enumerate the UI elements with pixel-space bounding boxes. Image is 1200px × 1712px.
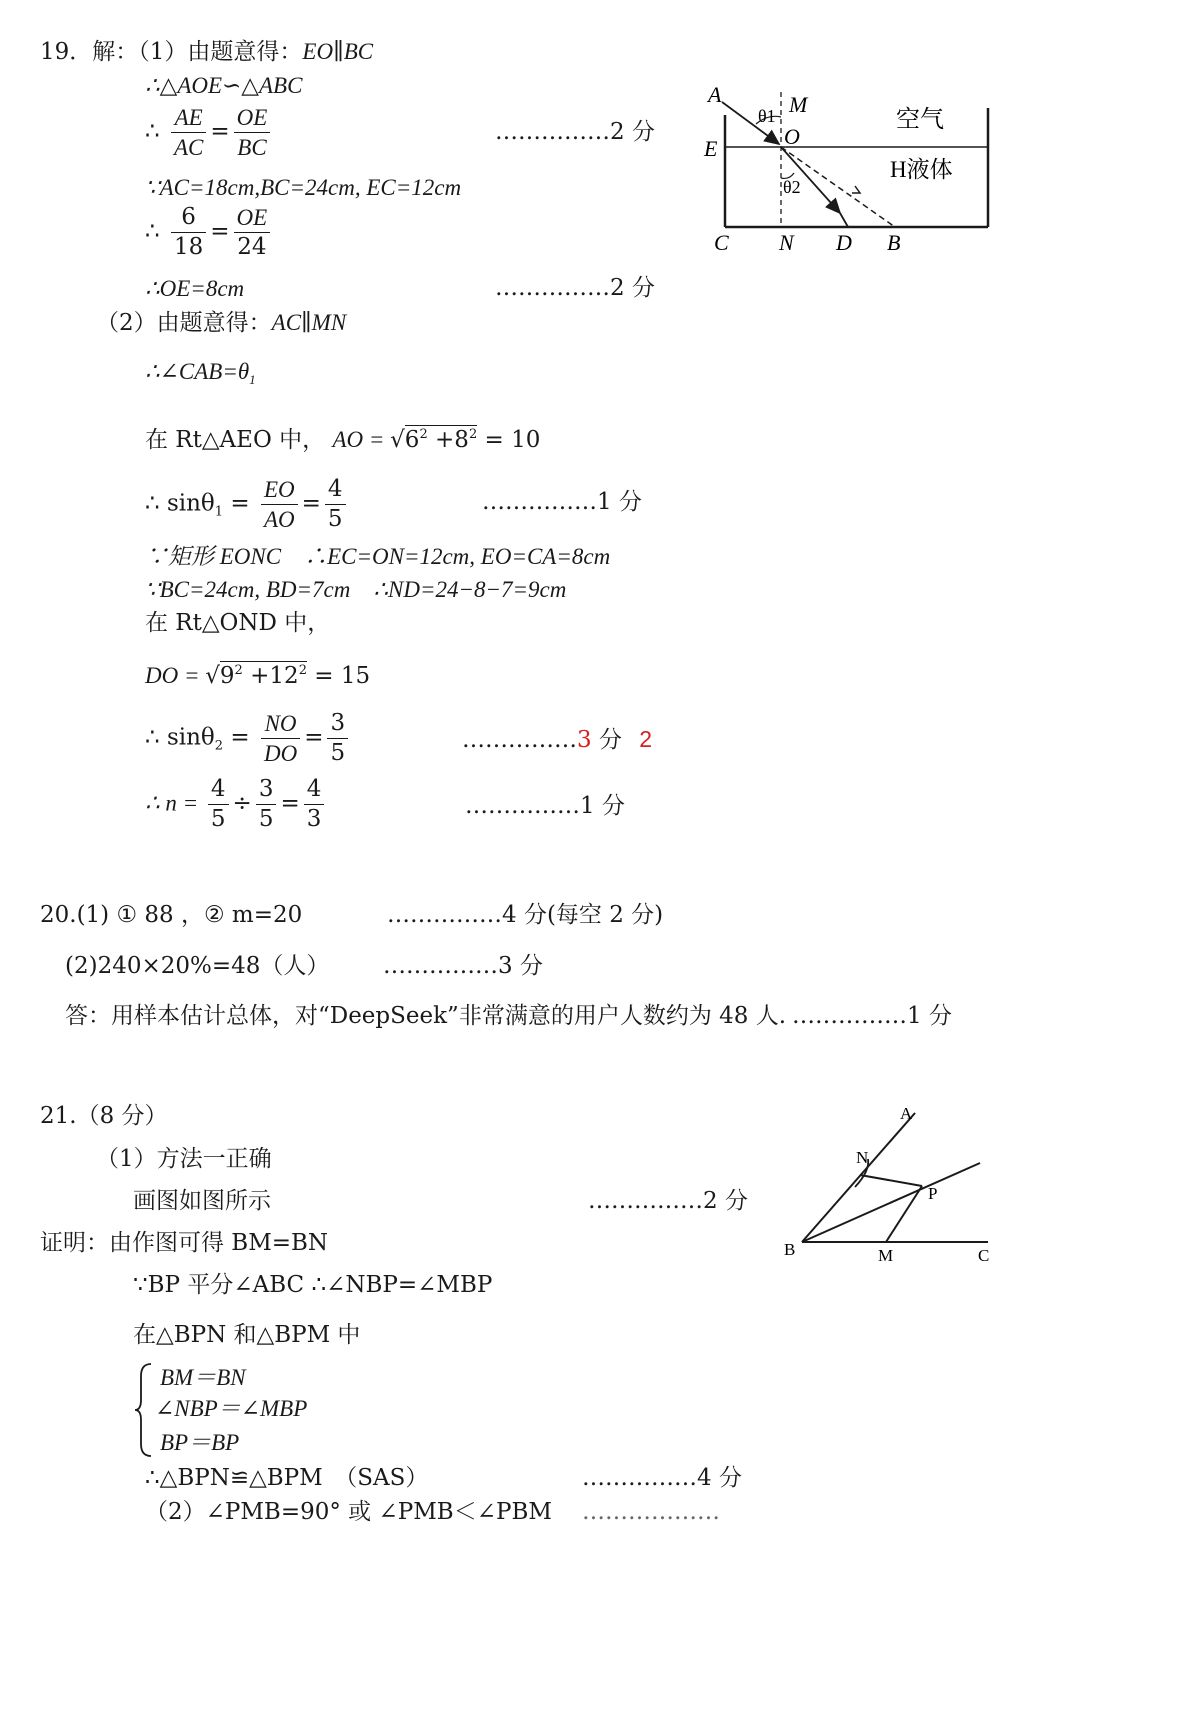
q21-draw-note: 画图如图所示: [133, 1188, 271, 1214]
context-text: 在 Rt△AEO 中，: [145, 427, 326, 453]
q21-bisector-figure: [770, 1095, 1000, 1275]
q20-score-1: ……………4 分(每空 2 分): [387, 902, 664, 928]
q21-score-3: ………………: [582, 1499, 720, 1525]
fraction-no-do: [261, 712, 300, 765]
q19-given-line: ∵AC=18cm,BC=24cm, EC=12cm: [145, 175, 462, 200]
q19-score-1: ……………2 分: [495, 119, 655, 145]
segment-pm: [886, 1186, 922, 1242]
denominator: 5: [258, 806, 274, 832]
label-n: N: [856, 1148, 869, 1167]
q21-part2: （2）∠PMB=90° 或 ∠PMB＜∠PBM: [145, 1499, 552, 1525]
denominator: DO: [263, 741, 298, 766]
q19-do-line: DO = $√9^2 +12^2 = 15$: [145, 663, 371, 689]
q19-substitute-line: [145, 206, 274, 259]
fraction-4-5: [208, 778, 229, 831]
q19-part2-header: [96, 311, 346, 335]
fraction-6-18: [171, 206, 206, 259]
dashed-arrow-head: [852, 186, 860, 193]
q21-system-brace: [133, 1362, 155, 1458]
n-label: ∴ n =: [145, 790, 204, 816]
equals-sign: =: [223, 724, 257, 751]
numerator: 4: [304, 778, 325, 805]
result: = 15: [306, 663, 371, 689]
radicand: [405, 425, 477, 453]
denominator: 5: [210, 806, 226, 832]
q19-header: [40, 40, 373, 64]
equals-sign: =: [223, 490, 257, 517]
term: +12: [242, 663, 299, 689]
numerator: OE: [234, 206, 271, 233]
fraction-4-5: [325, 478, 346, 531]
q19-score-2: ……………2 分: [495, 275, 655, 301]
fraction-oe-bc: [234, 106, 271, 159]
label-b: B: [887, 230, 901, 255]
q21-triangles-line: 在△BPN 和△BPM 中: [133, 1322, 361, 1348]
exponent: 2: [234, 663, 243, 678]
fraction-oe-24: [234, 206, 271, 259]
q21-score-1: ……………2 分: [588, 1188, 748, 1214]
part2-expr: AC∥MN: [271, 310, 347, 335]
q20-part2: (2)240×20%=48（人）: [65, 953, 330, 979]
numerator: 6: [171, 206, 206, 233]
divide-sign: ÷: [232, 790, 252, 817]
q21-system-eq3: BP＝BP: [160, 1430, 240, 1455]
numerator: AE: [171, 106, 206, 133]
q21-part1: （1）方法一正确: [96, 1146, 272, 1172]
numerator: 3: [256, 778, 277, 805]
q20-answer: 答：用样本估计总体，对“DeepSeek”非常满意的用户人数约为 48 人.: [65, 1003, 787, 1029]
label-e: E: [704, 136, 718, 161]
q21-conclusion: ∴△BPN≌△BPM （SAS）: [145, 1465, 429, 1491]
bisector-bp: [802, 1163, 980, 1242]
fraction-4-3: [304, 778, 325, 831]
q21-score-2: ……………4 分: [582, 1465, 742, 1491]
exponent: 2: [468, 427, 478, 442]
denominator: 3: [306, 806, 322, 832]
subscript: 1: [249, 372, 256, 387]
numerator: EO: [261, 478, 298, 505]
fraction-3-5: [256, 778, 277, 831]
label-liquid: H液体: [890, 157, 953, 182]
term: +8: [427, 427, 469, 453]
subscript: 1: [214, 504, 224, 520]
label-c: C: [714, 230, 729, 255]
equals-sign: =: [210, 118, 230, 145]
denominator: AC: [173, 135, 204, 160]
q21-header: 21.（8 分）: [40, 1103, 168, 1129]
q21-system-eq1: BM＝BN: [160, 1365, 246, 1390]
q19-similar-line: ∴△AOE∽△ABC: [145, 73, 303, 98]
denominator: 18: [173, 234, 204, 260]
fraction-3-5: [327, 712, 348, 765]
q19-ao-line: 在 Rt△AEO 中， AO = $√6^2 +8^2 = 10$: [145, 427, 541, 453]
corrected-score-mark: 3: [577, 727, 592, 753]
denominator: 5: [327, 506, 343, 532]
numerator: 3: [327, 712, 348, 739]
label-m: M: [878, 1246, 894, 1265]
term: 9: [219, 663, 235, 689]
q19-sin1-line: ∴ sinθ$_1$ = $\frac{EO}{AO}$ = $\frac{4}{5}$: [145, 478, 350, 531]
therefore-symbol: ∴: [145, 218, 160, 245]
q19-score-4: [462, 728, 652, 752]
sin-label: ∴ sinθ: [145, 490, 215, 517]
q19-number: 19．解：（1）由题意得：: [40, 39, 303, 65]
numerator: 4: [208, 778, 229, 805]
angle-expr: ∴∠CAB=θ: [145, 359, 250, 384]
term: 6: [404, 427, 420, 453]
label-m: M: [789, 92, 808, 117]
q21-bisector-line: ∵BP 平分∠ABC ∴∠NBP=∠MBP: [133, 1272, 493, 1298]
label-d: D: [836, 230, 852, 255]
numerator: OE: [234, 106, 271, 133]
label-p: P: [928, 1184, 938, 1203]
q20-score-3: ……………1 分: [792, 1003, 952, 1029]
q19-ond-line: 在 Rt△OND 中，: [145, 610, 331, 636]
q21-system-eq2: ∠NBP＝∠MBP: [155, 1396, 308, 1421]
segment-np: [860, 1175, 922, 1186]
radicand: [220, 661, 307, 689]
q19-oe-result: ∴OE=8cm: [145, 276, 245, 301]
label-o: O: [784, 124, 800, 149]
q19-rectangle-line: ∵矩形 EONC ∴EC=ON=12cm, EO=CA=8cm: [145, 544, 611, 569]
equals-sign: =: [280, 790, 300, 817]
q19-n-line: [145, 778, 328, 831]
fraction-ae-ac: [171, 106, 206, 159]
result: = 10: [477, 427, 541, 453]
exponent: 2: [298, 663, 307, 678]
q19-angle-line: [145, 360, 256, 386]
q19-nd-line: ∵BC=24cm, BD=7cm ∴ND=24−8−7=9cm: [145, 577, 567, 602]
q19-header-expr: EO∥BC: [302, 39, 374, 64]
part2-label: （2）由题意得：: [96, 310, 272, 336]
subscript: 2: [214, 738, 224, 754]
q19-ratio-line: [145, 106, 274, 159]
q19-score-3: ……………1 分: [482, 489, 642, 515]
sin-label: ∴ sinθ: [145, 724, 215, 751]
exponent: 2: [419, 427, 428, 442]
numerator: NO: [261, 712, 300, 739]
q20-part1: 20.(1) ① 88 ，② m=20: [40, 902, 303, 928]
label-air: 空气: [896, 107, 944, 133]
label-b: B: [784, 1240, 796, 1259]
q21-proof-line: 证明：由作图可得 BM=BN: [40, 1230, 329, 1256]
ao-label: AO =: [332, 427, 391, 452]
do-label: DO =: [145, 663, 206, 688]
q19-sin2-line: ∴ sinθ$_2$ = $\frac{NO}{DO}$ = $\frac{3}{5}$: [145, 712, 352, 765]
denominator: 24: [237, 234, 267, 260]
score-dots: ……………: [462, 727, 577, 753]
label-n: N: [779, 230, 794, 255]
label-theta2: θ2: [783, 177, 801, 197]
equals-sign: =: [210, 218, 230, 245]
refracted-ray-end: [840, 213, 848, 227]
score-unit: 分: [591, 727, 622, 753]
handwritten-correction: 2: [639, 726, 653, 752]
denominator: BC: [237, 135, 267, 160]
label-a: A: [900, 1104, 913, 1123]
q19-score-5: ……………1 分: [465, 793, 625, 819]
therefore-symbol: ∴: [145, 118, 160, 145]
denominator: 5: [330, 740, 346, 766]
denominator: AO: [263, 507, 295, 532]
label-c: C: [978, 1246, 990, 1265]
label-a: A: [708, 82, 722, 107]
numerator: 4: [325, 478, 346, 505]
label-theta1: θ1: [758, 106, 776, 126]
q20-score-2: ……………3 分: [383, 953, 543, 979]
q19-refraction-figure: [690, 80, 1010, 270]
fraction-eo-ao: [261, 478, 298, 531]
